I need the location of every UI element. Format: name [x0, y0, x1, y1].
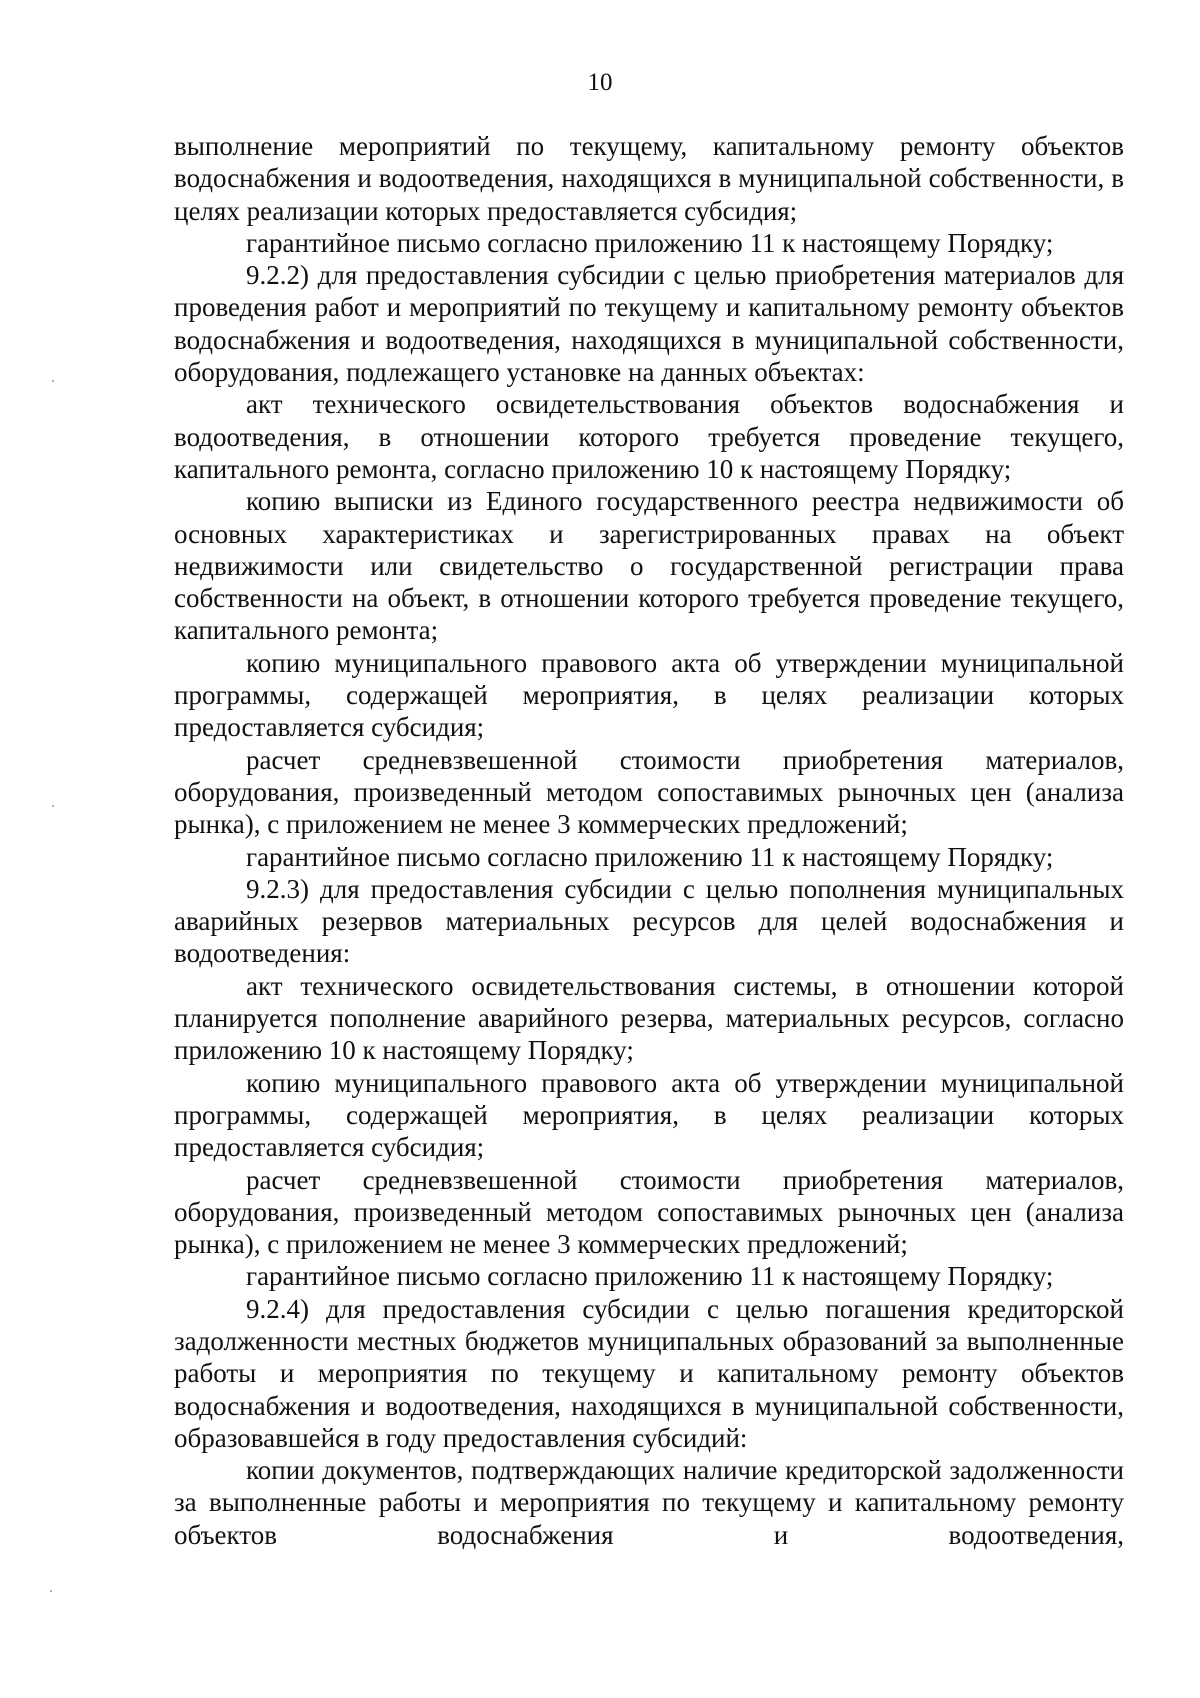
paragraph: 9.2.2) для предоставления субсидии с целью приобретения материалов для проведения работ и мероприятий по текущему и капитальному ремонту объектов водоснабжения и водоотведения, находящихся в муниципальной собственности, оборудования, подлежащего установке на данных объектах:: [174, 260, 1124, 388]
scan-speck: [52, 380, 54, 382]
page-number: 10: [587, 69, 613, 96]
paragraph: копию муниципального правового акта об утверждении муниципальной программы, содержащей мероприятия, в целях реализации которых предоставляется субсидия;: [174, 647, 1124, 743]
paragraph: 9.2.3) для предоставления субсидии с целью пополнения муниципальных аварийных резервов материальных ресурсов для целей водоснабжения и водоотведения:: [174, 873, 1124, 969]
paragraph: выполнение мероприятий по текущему, капитальному ремонту объектов водоснабжения и водоотведения, находящихся в муниципальной собственности, в целях реализации которых предоставляется субсидия;: [174, 131, 1124, 226]
scan-speck: [52, 805, 54, 807]
paragraph: гарантийное письмо согласно приложению 11 к настоящему Порядку;: [246, 227, 1054, 258]
document-body: [174, 130, 1124, 1551]
paragraph: расчет средневзвешенной стоимости приобретения материалов, оборудования, произведенный методом сопоставимых рыночных цен (анализа рынка), с приложением не менее 3 коммерческих предложений;: [174, 744, 1124, 840]
paragraph: расчет средневзвешенной стоимости приобретения материалов, оборудования, произведенный методом сопоставимых рыночных цен (анализа рынка), с приложением не менее 3 коммерческих предложений;: [174, 1164, 1124, 1260]
paragraph: копии документов, подтверждающих наличие кредиторской задолженности за выполненные работы и мероприятия по текущему и капитальному ремонту объектов водоснабжения и водоотведения,: [174, 1455, 1124, 1550]
paragraph: акт технического освидетельствования системы, в отношении которой планируется пополнение аварийного резерва, материальных ресурсов, согласно приложению 10 к настоящему Порядку;: [174, 970, 1124, 1066]
paragraph: 9.2.4) для предоставления субсидии с целью погашения кредиторской задолженности местных бюджетов муниципальных образований за выполненные работы и мероприятия по текущему и капитальному ремонту объектов водоснабжения и водоотведения, находящихся в муниципальной собственности, образовавшейся в году предоставления субсидий:: [174, 1293, 1124, 1453]
paragraph: акт технического освидетельствования объектов водоснабжения и водоотведения, в отношении которого требуется проведение текущего, капитального ремонта, согласно приложению 10 к настоящему Порядку;: [174, 389, 1124, 484]
scan-speck: [50, 1590, 52, 1592]
paragraph: копию муниципального правового акта об утверждении муниципальной программы, содержащей мероприятия, в целях реализации которых предоставляется субсидия;: [174, 1067, 1124, 1163]
paragraph: копию выписки из Единого государственного реестра недвижимости об основных характеристиках и зарегистрированных правах на объект недвижимости или свидетельство о государственной регистрации права собственности на объект, в отношении которого требуется проведение текущего, капитального ремонта;: [174, 486, 1124, 646]
paragraph: гарантийное письмо согласно приложению 11 к настоящему Порядку;: [246, 1261, 1054, 1292]
paragraph: гарантийное письмо согласно приложению 11 к настоящему Порядку;: [246, 841, 1054, 872]
